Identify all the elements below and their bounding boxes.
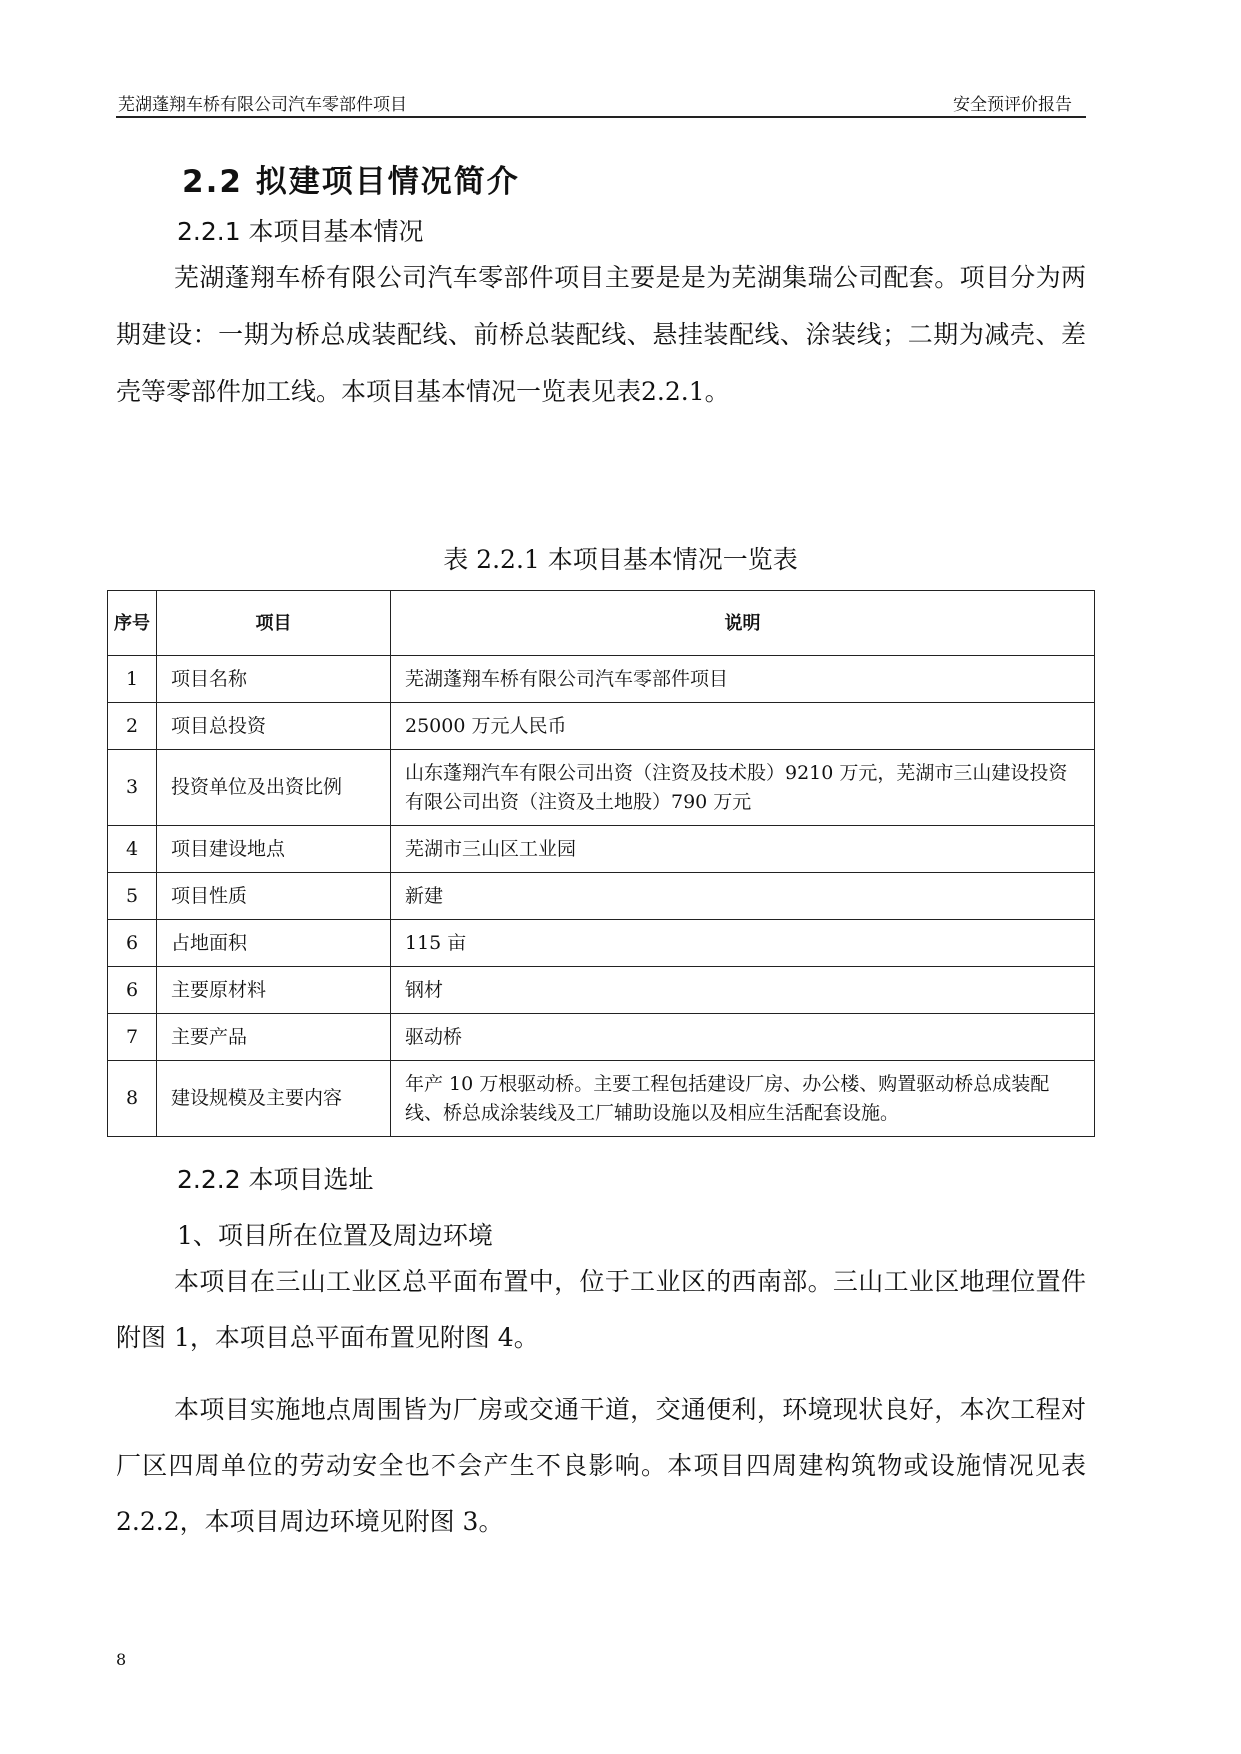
- basic-info-table: [107, 590, 1095, 1137]
- cell-desc: 115 亩: [391, 920, 1095, 967]
- site-paragraph-2: 本项目实施地点周围皆为厂房或交通干道，交通便利，环境现状良好，本次工程对厂区四周单位的劳动安全也不会产生不良影响。本项目四周建构筑物或设施情况见表 2.2.2，本项目周边环境见附图 3。: [116, 1395, 1086, 1536]
- cell-desc: 新建: [391, 873, 1095, 920]
- header-project-name: 芜湖蓬翔车桥有限公司汽车零部件项目: [118, 95, 407, 115]
- site-paragraph-1: 本项目在三山工业区总平面布置中，位于工业区的西南部。三山工业区地理位置件附图 1，本项目总平面布置见附图 4。: [116, 1267, 1086, 1352]
- page-header: [116, 90, 1086, 118]
- cell-no: 4: [108, 826, 157, 873]
- cell-no: 5: [108, 873, 157, 920]
- cell-no: 8: [108, 1061, 157, 1137]
- cell-no: 6: [108, 967, 157, 1014]
- cell-no: 7: [108, 1014, 157, 1061]
- section-title: 2.2 拟建项目情况简介: [182, 164, 520, 200]
- subsection-title-site: 2.2.2 本项目选址: [177, 1165, 374, 1194]
- cell-item: 项目性质: [157, 873, 391, 920]
- cell-desc: 芜湖市三山区工业园: [391, 826, 1095, 873]
- table-row: [108, 1061, 1095, 1137]
- table-row: [108, 656, 1095, 703]
- table-header-row: [108, 591, 1095, 656]
- cell-item: 主要原材料: [157, 967, 391, 1014]
- table-row: [108, 967, 1095, 1014]
- cell-desc: 钢材: [391, 967, 1095, 1014]
- cell-desc: 25000 万元人民币: [391, 703, 1095, 750]
- site-item-heading: 1、项目所在位置及周边环境: [177, 1221, 493, 1250]
- cell-no: 3: [108, 750, 157, 826]
- table-caption: 表 2.2.1 本项目基本情况一览表: [443, 545, 798, 574]
- header-report-title: 安全预评价报告: [953, 95, 1072, 115]
- cell-no: 6: [108, 920, 157, 967]
- column-header-item: 项目: [157, 591, 391, 656]
- cell-desc: 芜湖蓬翔车桥有限公司汽车零部件项目: [391, 656, 1095, 703]
- cell-item: 主要产品: [157, 1014, 391, 1061]
- cell-no: 1: [108, 656, 157, 703]
- cell-no: 2: [108, 703, 157, 750]
- column-header-desc: 说明: [391, 591, 1095, 656]
- cell-item: 项目总投资: [157, 703, 391, 750]
- column-header-no: 序号: [108, 591, 157, 656]
- table-row: [108, 920, 1095, 967]
- intro-paragraph: 芜湖蓬翔车桥有限公司汽车零部件项目主要是是为芜湖集瑞公司配套。项目分为两期建设：一期为桥总成装配线、前桥总装配线、悬挂装配线、涂装线；二期为减壳、差壳等零部件加工线。本项目基本情况一览表见表2.2.1。: [116, 263, 1086, 406]
- cell-item: 投资单位及出资比例: [157, 750, 391, 826]
- table-row: [108, 750, 1095, 826]
- table-row: [108, 826, 1095, 873]
- cell-item: 建设规模及主要内容: [157, 1061, 391, 1137]
- cell-item: 项目名称: [157, 656, 391, 703]
- page-number: 8: [116, 1650, 127, 1669]
- cell-desc: 驱动桥: [391, 1014, 1095, 1061]
- cell-item: 占地面积: [157, 920, 391, 967]
- cell-desc: 年产 10 万根驱动桥。主要工程包括建设厂房、办公楼、购置驱动桥总成装配线、桥总成涂装线及工厂辅助设施以及相应生活配套设施。: [391, 1061, 1095, 1137]
- subsection-title-basic-info: 2.2.1 本项目基本情况: [177, 217, 424, 246]
- table-row: [108, 703, 1095, 750]
- cell-item: 项目建设地点: [157, 826, 391, 873]
- table-row: [108, 873, 1095, 920]
- cell-desc: 山东蓬翔汽车有限公司出资（注资及技术股）9210 万元，芜湖市三山建设投资有限公司出资（注资及土地股）790 万元: [391, 750, 1095, 826]
- table-row: [108, 1014, 1095, 1061]
